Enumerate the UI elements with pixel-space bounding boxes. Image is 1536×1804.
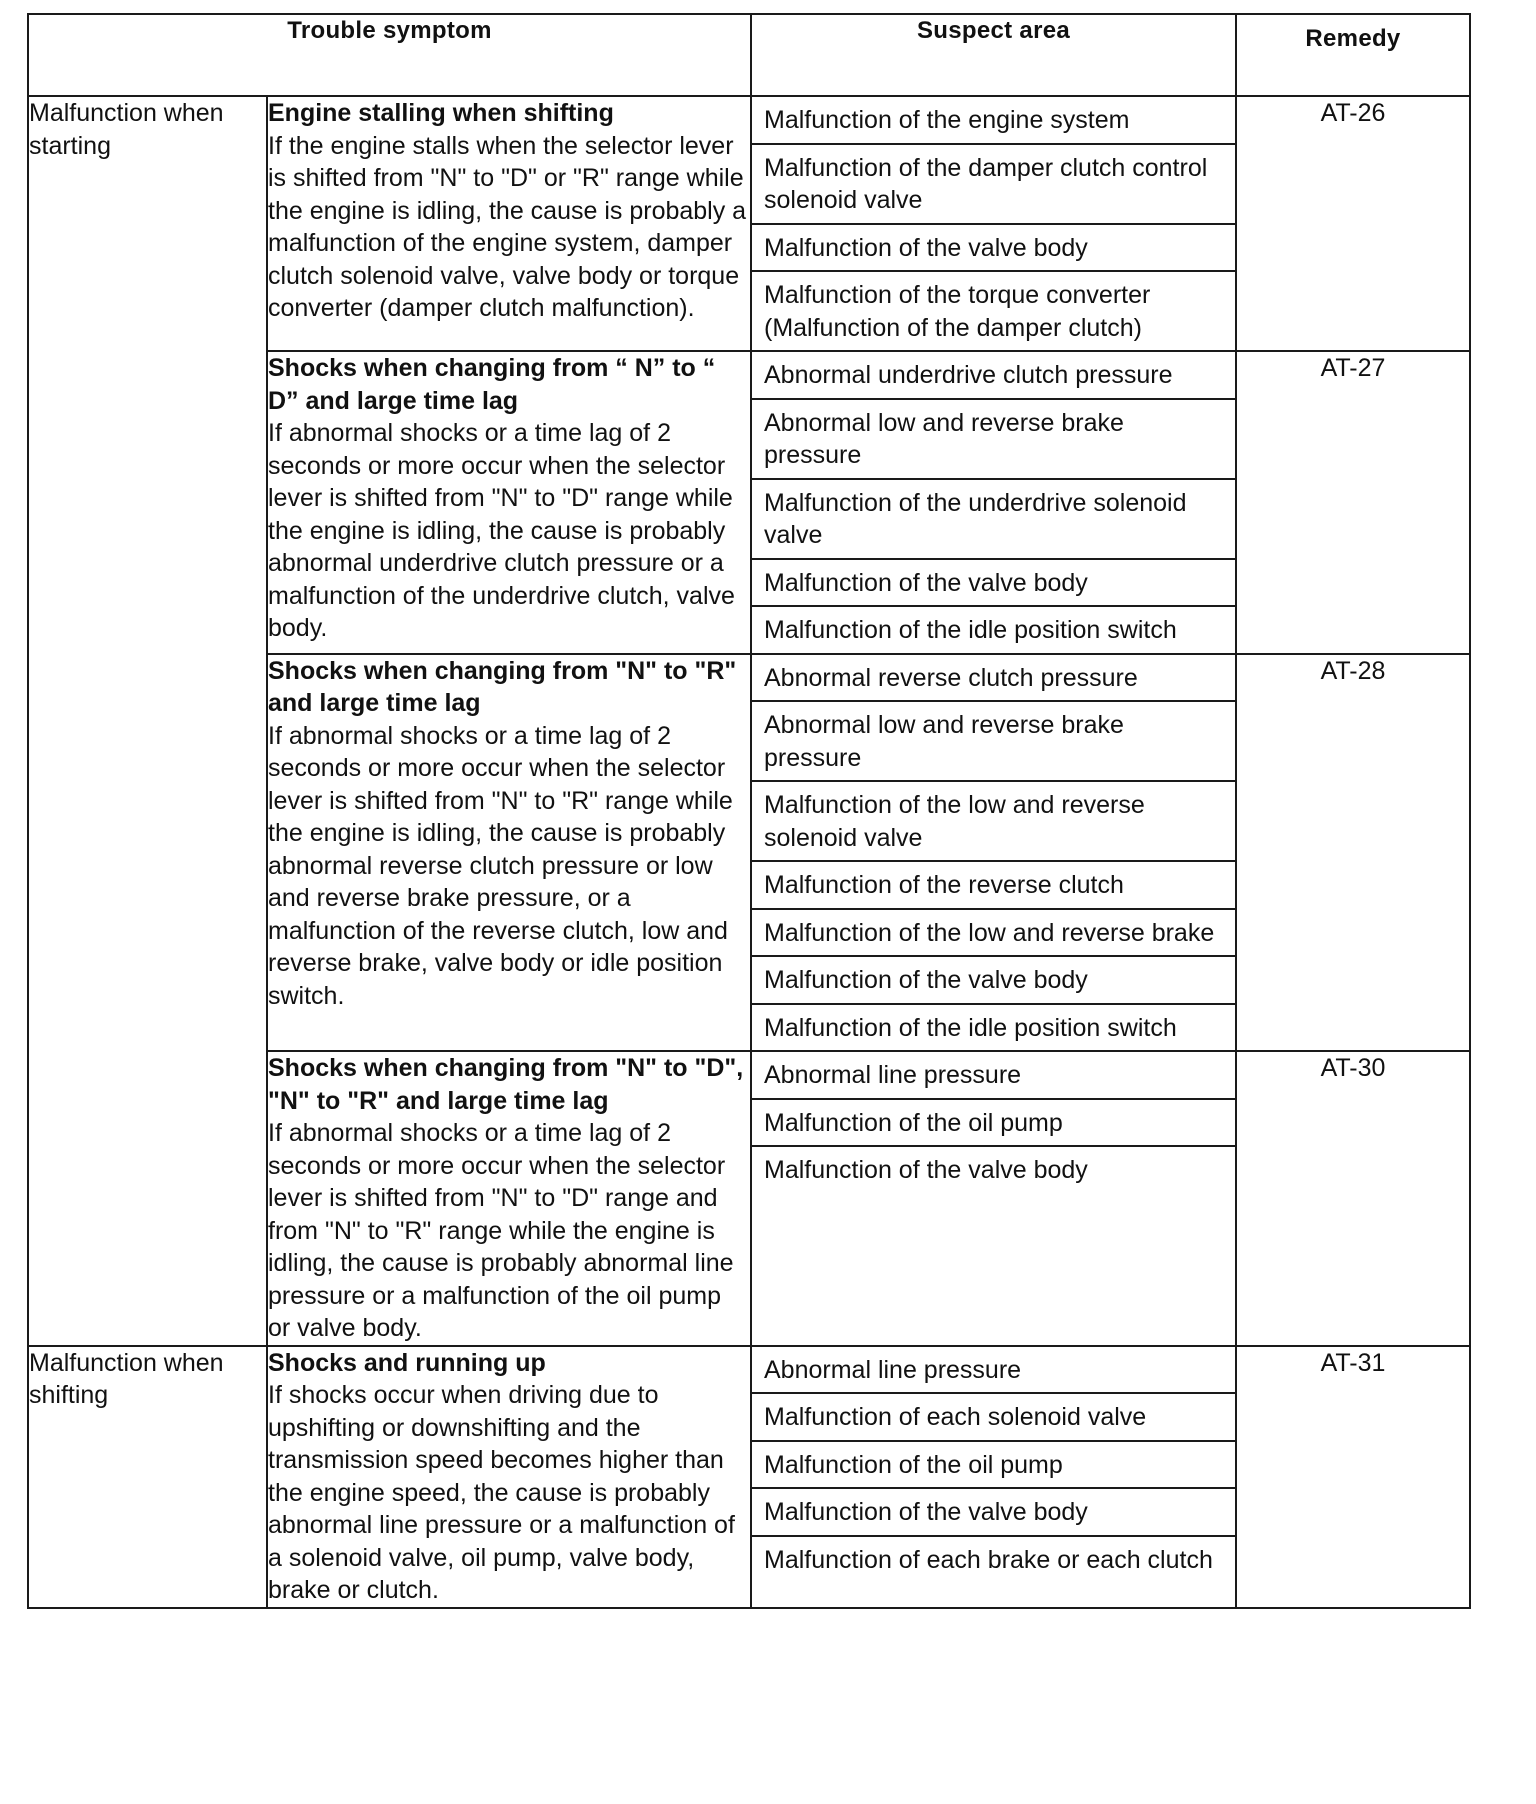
suspect-item: Abnormal reverse clutch pressure bbox=[752, 655, 1235, 703]
suspect-list bbox=[752, 97, 1235, 350]
symptom-title: Shocks when changing from "N" to "D", "N" to "R" and large time lag bbox=[268, 1054, 744, 1115]
remedy-cell: AT-31 bbox=[1236, 1346, 1470, 1608]
suspect-item: Malfunction of the valve body bbox=[764, 1156, 1088, 1184]
suspect-item: Malfunction of the valve body bbox=[752, 1489, 1235, 1537]
suspect-item: Malfunction of the idle position switch bbox=[764, 1013, 1177, 1042]
category-cell: Malfunction when shifting bbox=[28, 1346, 267, 1608]
suspect-item: Abnormal line pressure bbox=[752, 1347, 1235, 1395]
suspect-list bbox=[752, 655, 1235, 1051]
symptom-cell bbox=[267, 654, 751, 1052]
symptom-description: If abnormal shocks or a time lag of 2 seconds or more occur when the selector lever is shifted from "N" to "R" range while the engine is idling, the cause is probably abnormal reverse clutch pressure or low and reverse brake pressure, or a malfunction of the reverse clutch, low and reverse brake, valve body or idle position switch. bbox=[268, 721, 733, 1010]
header-remedy: Remedy bbox=[1236, 14, 1470, 96]
suspect-area-cell bbox=[751, 96, 1236, 351]
suspect-list bbox=[752, 352, 1235, 653]
symptom-description: If abnormal shocks or a time lag of 2 seconds or more occur when the selector lever is shifted from "N" to "D" range and from "N" to "R" range while the engine is idling, the cause is probably abnormal line pressure or a malfunction of the oil pump or valve body. bbox=[268, 1119, 734, 1342]
remedy-cell: AT-26 bbox=[1236, 96, 1470, 351]
suspect-item: Malfunction of the engine system bbox=[752, 97, 1235, 145]
suspect-item: Malfunction of the valve body bbox=[752, 957, 1235, 1005]
suspect-item: Malfunction of the oil pump bbox=[752, 1442, 1235, 1490]
symptom-title: Shocks when changing from “ N” to “ D” and large time lag bbox=[268, 354, 716, 415]
suspect-item: Malfunction of the low and reverse brake bbox=[752, 910, 1235, 958]
category-cell: Malfunction when starting bbox=[28, 96, 267, 1346]
header-suspect-area: Suspect area bbox=[751, 14, 1236, 96]
symptom-cell bbox=[267, 1346, 751, 1608]
suspect-item: Malfunction of the low and reverse solenoid valve bbox=[752, 782, 1235, 862]
symptom-description: If abnormal shocks or a time lag of 2 seconds or more occur when the selector lever is shifted from "N" to "D" range while the engine is idling, the cause is probably abnormal underdrive clutch pressure or a malfunction of the underdrive clutch, valve body. bbox=[268, 419, 735, 642]
symptom-cell bbox=[267, 351, 751, 654]
trouble-symptom-table bbox=[27, 13, 1471, 1609]
suspect-item: Malfunction of the valve body bbox=[752, 225, 1235, 273]
suspect-area-cell bbox=[751, 654, 1236, 1052]
suspect-item: Abnormal low and reverse brake pressure bbox=[752, 702, 1235, 782]
suspect-item: Abnormal low and reverse brake pressure bbox=[752, 400, 1235, 480]
suspect-list bbox=[752, 1052, 1235, 1193]
suspect-item: Abnormal line pressure bbox=[752, 1052, 1235, 1100]
symptom-description: If the engine stalls when the selector lever is shifted from "N" to "D" or "R" range while the engine is idling, the cause is probably a malfunction of the engine system, damper clutch solenoid valve, valve body or torque converter (damper clutch malfunction). bbox=[268, 131, 747, 322]
suspect-item: Malfunction of the valve body bbox=[752, 560, 1235, 608]
suspect-item: Malfunction of each brake or each clutch bbox=[764, 1545, 1213, 1574]
header-trouble-symptom: Trouble symptom bbox=[28, 14, 751, 96]
remedy-cell: AT-30 bbox=[1236, 1051, 1470, 1346]
table-header-row bbox=[28, 14, 1470, 96]
suspect-item: Malfunction of the oil pump bbox=[752, 1100, 1235, 1148]
suspect-item: Malfunction of the torque converter (Malfunction of the damper clutch) bbox=[764, 281, 1151, 342]
remedy-cell: AT-28 bbox=[1236, 654, 1470, 1052]
symptom-cell bbox=[267, 1051, 751, 1346]
table-body bbox=[28, 96, 1470, 1608]
suspect-area-cell bbox=[751, 1346, 1236, 1608]
suspect-item: Malfunction of the reverse clutch bbox=[752, 862, 1235, 910]
symptom-description: If shocks occur when driving due to upshifting or downshifting and the transmission speed becomes higher than the engine speed, the cause is probably abnormal line pressure or a malfunction of a solenoid valve, oil pump, valve body, brake or clutch. bbox=[268, 1381, 735, 1604]
symptom-cell bbox=[267, 96, 751, 351]
suspect-area-cell bbox=[751, 1051, 1236, 1346]
suspect-area-cell bbox=[751, 351, 1236, 654]
suspect-item: Malfunction of the underdrive solenoid valve bbox=[752, 480, 1235, 560]
suspect-item: Malfunction of the idle position switch bbox=[764, 616, 1177, 644]
symptom-title: Shocks and running up bbox=[268, 1348, 546, 1377]
suspect-list bbox=[752, 1347, 1235, 1583]
remedy-cell: AT-27 bbox=[1236, 351, 1470, 654]
symptom-title: Engine stalling when shifting bbox=[268, 99, 614, 127]
symptom-title: Shocks when changing from "N" to "R" and large time lag bbox=[268, 656, 737, 717]
suspect-item: Malfunction of the damper clutch control solenoid valve bbox=[752, 145, 1235, 225]
suspect-item: Abnormal underdrive clutch pressure bbox=[752, 352, 1235, 400]
table-row bbox=[28, 1346, 1470, 1608]
suspect-item: Malfunction of each solenoid valve bbox=[752, 1394, 1235, 1442]
table-row bbox=[28, 96, 1470, 351]
